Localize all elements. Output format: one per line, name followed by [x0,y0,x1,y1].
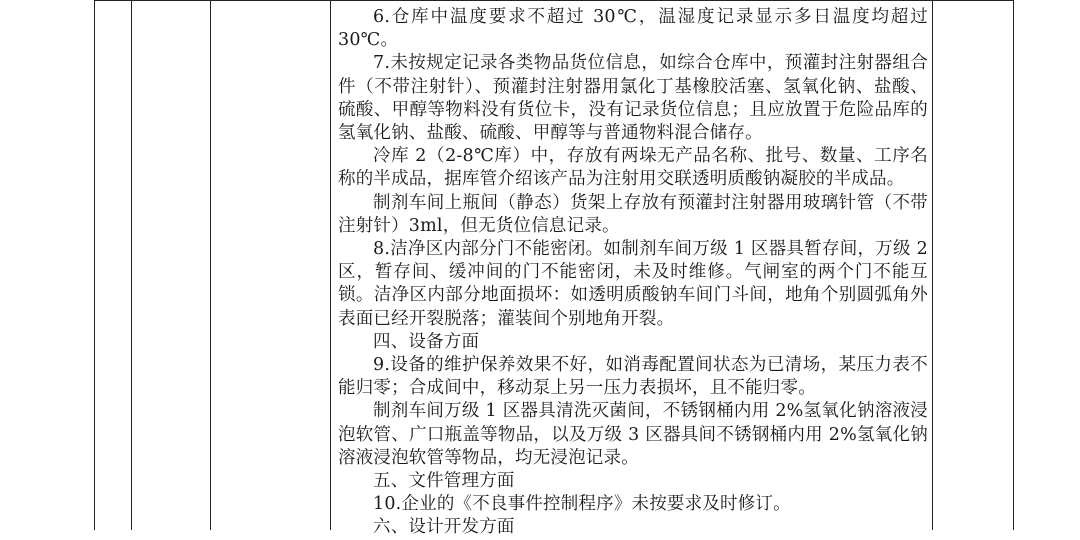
paragraph: 六、设计开发方面 [373,517,515,538]
table-border-top [94,0,1014,1]
paragraph: 8.洁净区内部分门不能密闭。如制剂车间万级 1 区器具暂存间，万级 2 区，暂存间、缓冲间的门不能密闭，未及时维修。气闸室的两个门不能互锁。洁净区内部分地面损坏：如透明质酸钠车间门斗间，地角个别圆弧角外表面已经开裂脱落；灌装间个别地角开裂。 [338,239,928,329]
paragraph: 五、文件管理方面 [373,471,515,492]
paragraph: 10.企业的《不良事件控制程序》未按要求及时修订。 [373,494,791,515]
paragraph: 7.未按规定记录各类物品货位信息，如综合仓库中，预灌封注射器组合件（不带注射针）、预灌封注射器用氯化丁基橡胶活塞、氢氧化钠、盐酸、硫酸、甲醇等物料没有货位卡，没有记录货位信息；且应放置于危险品库的氢氧化钠、盐酸、硫酸、甲醇等与普通物料混合储存。 [338,53,928,144]
table-border-left [94,0,95,530]
column-divider-4 [932,0,933,530]
column-divider-1 [131,0,132,530]
table-border-right [1013,0,1014,530]
findings-text [338,6,928,540]
column-divider-2 [210,0,211,530]
column-divider-3 [330,0,331,530]
paragraph: 9.设备的维护保养效果不好，如消毒配置间状态为已清场，某压力表不能归零；合成间中，移动泵上另一压力表损坏，且不能归零。 [338,355,928,399]
paragraph: 制剂车间上瓶间（静态）货架上存放有预灌封注射器用玻璃针管（不带注射针）3ml，但无货位信息记录。 [338,192,928,236]
paragraph: 制剂车间万级 1 区器具清洗灭菌间，不锈钢桶内用 2%氢氧化钠溶液浸泡软管、广口瓶盖等物品，以及万级 3 区器具间不锈钢桶内用 2%氢氧化钠溶液浸泡软管等物品，均无浸泡记录。 [338,401,928,468]
paragraph: 6.仓库中温度要求不超过 30℃，温湿度记录显示多日温度均超过 30℃。 [338,7,928,51]
paragraph: 冷库 2（2-8℃库）中，存放有两垛无产品名称、批号、数量、工序名称的半成品，据库管介绍该产品为注射用交联透明质酸钠凝胶的半成品。 [338,146,928,190]
paragraph: 四、设备方面 [373,331,480,352]
